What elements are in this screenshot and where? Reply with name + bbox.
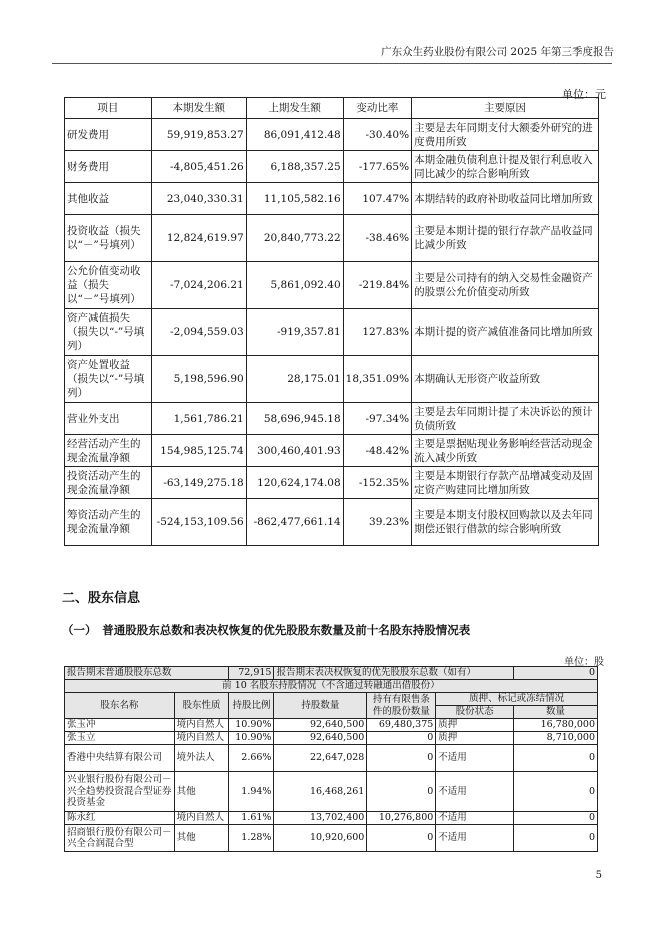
holder-ratio: 10.90% [229, 732, 274, 745]
preferred-holders-label: 报告期末表决权恢复的优先股股东总数（如有） [274, 667, 514, 680]
col-header-current: 本期发生额 [151, 98, 246, 119]
row-item: 筹资活动产生的现金流量净额 [65, 499, 152, 546]
row-item: 研发费用 [65, 119, 152, 151]
table-row [65, 403, 599, 435]
row-reason: 主要是票据贴现业务影响经营活动现金流入减少所致 [412, 435, 599, 467]
holder-ratio: 1.94% [229, 772, 274, 812]
holder-qty: 13,702,400 [274, 812, 367, 825]
table-row [65, 356, 599, 403]
holder-name: 张玉冲 [65, 719, 175, 732]
row-reason: 本期计提的资产减值准备同比增加所致 [412, 309, 599, 356]
holder-qty: 16,468,261 [274, 772, 367, 812]
unit-label: 单位：元 [562, 88, 606, 101]
header-divider [52, 63, 612, 64]
holder-amount: 0 [514, 745, 598, 772]
col-header-reason: 主要原因 [412, 98, 599, 119]
row-ratio: 107.47% [343, 183, 411, 215]
row-current: -524,153,109.56 [151, 499, 246, 546]
subsection-title: （一） 普通股股东总数和表决权恢复的优先股股东数量及前十名股东持股情况表 [62, 623, 471, 637]
holder-amount: 0 [514, 812, 598, 825]
row-current: 23,040,330.31 [151, 183, 246, 215]
total-holders-value: 72,915 [229, 667, 274, 680]
holder-ratio: 1.61% [229, 812, 274, 825]
holder-name: 张玉立 [65, 732, 175, 745]
row-previous: -919,357.81 [246, 309, 343, 356]
row-previous: 5,861,092.40 [246, 262, 343, 309]
col-header-ratio: 持股比例 [229, 693, 274, 719]
row-item: 投资收益（损失以“－”号填列） [65, 215, 152, 262]
holder-amount: 0 [514, 825, 598, 852]
top10-title-row [65, 680, 598, 693]
holder-restricted: 10,276,800 [367, 812, 436, 825]
row-current: 154,985,125.74 [151, 435, 246, 467]
col-header-nature: 股东性质 [174, 693, 229, 719]
row-current: -7,024,206.21 [151, 262, 246, 309]
table-row [65, 719, 598, 732]
holder-restricted: 0 [367, 732, 436, 745]
table-row [65, 215, 599, 262]
income-change-table [64, 97, 599, 546]
col-header-amount: 数量 [514, 706, 598, 719]
row-item: 投资活动产生的现金流量净额 [65, 467, 152, 499]
row-ratio: 127.83% [343, 309, 411, 356]
row-item: 营业外支出 [65, 403, 152, 435]
page-number: 5 [595, 870, 602, 881]
row-previous: 86,091,412.48 [246, 119, 343, 151]
report-header: 广东众生药业股份有限公司 2025 年第三季度报告 [381, 46, 614, 58]
row-reason: 主要是去年同期计提了未决诉讼的预计负债所致 [412, 403, 599, 435]
table-row [65, 151, 599, 183]
row-reason: 主要是本期支付股权回购款以及去年同期偿还银行借款的综合影响所致 [412, 499, 599, 546]
table-header-row [65, 98, 599, 119]
holder-status: 不适用 [436, 772, 514, 812]
total-holders-label: 报告期末普通股股东总数 [65, 667, 229, 680]
row-ratio: -152.35% [343, 467, 411, 499]
table-row [65, 772, 598, 812]
holder-restricted: 0 [367, 825, 436, 852]
holder-amount: 8,710,000 [514, 732, 598, 745]
row-previous: 11,105,582.16 [246, 183, 343, 215]
row-ratio: -97.34% [343, 403, 411, 435]
col-header-status: 股份状态 [436, 706, 514, 719]
col-header-restricted: 持有有限售条件的股份数量 [367, 693, 436, 719]
holder-status: 不适用 [436, 825, 514, 852]
col-header-pledge: 质押、标记或冻结情况 [436, 693, 598, 706]
holder-status: 质押 [436, 719, 514, 732]
summary-row [65, 667, 598, 680]
holder-name: 香港中央结算有限公司 [65, 745, 175, 772]
col-header-qty: 持股数量 [274, 693, 367, 719]
holder-status: 不适用 [436, 745, 514, 772]
holder-restricted: 69,480,375 [367, 719, 436, 732]
preferred-holders-value: 0 [514, 667, 598, 680]
row-item: 经营活动产生的现金流量净额 [65, 435, 152, 467]
row-reason: 本期结转的政府补助收益同比增加所致 [412, 183, 599, 215]
col-header-ratio: 变动比率 [343, 98, 411, 119]
holder-nature: 境内自然人 [174, 812, 229, 825]
row-ratio: 18,351.09% [343, 356, 411, 403]
table-row [65, 499, 599, 546]
row-current: 59,919,853.27 [151, 119, 246, 151]
row-reason: 本期确认无形资产收益所致 [412, 356, 599, 403]
holder-ratio: 10.90% [229, 719, 274, 732]
holder-status: 质押 [436, 732, 514, 745]
row-reason: 本期金融负债利息计提及银行利息收入同比减少的综合影响所致 [412, 151, 599, 183]
table-row [65, 812, 598, 825]
holder-nature: 其他 [174, 772, 229, 812]
row-previous: 28,175.01 [246, 356, 343, 403]
row-item: 资产减值损失（损失以“-”号填列） [65, 309, 152, 356]
row-current: -4,805,451.26 [151, 151, 246, 183]
table-row [65, 183, 599, 215]
header-row [65, 693, 598, 706]
holder-nature: 境外法人 [174, 745, 229, 772]
holder-name: 陈永红 [65, 812, 175, 825]
row-ratio: -30.40% [343, 119, 411, 151]
col-header-name: 股东名称 [65, 693, 175, 719]
row-reason: 主要是本期银行存款产品增减变动及固定资产购建同比增加所致 [412, 467, 599, 499]
table-row [65, 119, 599, 151]
table-row [65, 732, 598, 745]
holder-name: 兴业银行股份有限公司－兴全趋势投资混合型证券投资基金 [65, 772, 175, 812]
table-row [65, 745, 598, 772]
holder-qty: 92,640,500 [274, 719, 367, 732]
table-row [65, 435, 599, 467]
holder-ratio: 1.28% [229, 825, 274, 852]
row-current: 5,198,596.90 [151, 356, 246, 403]
row-ratio: 39.23% [343, 499, 411, 546]
section-title-shareholders: 二、股东信息 [62, 591, 141, 606]
col-header-previous: 上期发生额 [246, 98, 343, 119]
row-item: 其他收益 [65, 183, 152, 215]
row-previous: 6,188,357.25 [246, 151, 343, 183]
holder-amount: 0 [514, 772, 598, 812]
row-ratio: -177.65% [343, 151, 411, 183]
row-reason: 主要是本期计提的银行存款产品收益同比减少所致 [412, 215, 599, 262]
holder-restricted: 0 [367, 772, 436, 812]
top10-title: 前 10 名股东持股情况（不含通过转融通出借股份） [65, 680, 598, 693]
table-row [65, 309, 599, 356]
holder-restricted: 0 [367, 745, 436, 772]
row-ratio: -219.84% [343, 262, 411, 309]
row-previous: -862,477,661.14 [246, 499, 343, 546]
row-previous: 58,696,945.18 [246, 403, 343, 435]
holder-qty: 22,647,028 [274, 745, 367, 772]
holder-name: 招商银行股份有限公司－兴全合润混合型 [65, 825, 175, 852]
holder-qty: 92,640,500 [274, 732, 367, 745]
holder-nature: 境内自然人 [174, 719, 229, 732]
col-header-item: 项目 [65, 98, 152, 119]
shareholder-table [64, 666, 598, 852]
holder-ratio: 2.66% [229, 745, 274, 772]
holder-qty: 10,920,600 [274, 825, 367, 852]
row-ratio: -48.42% [343, 435, 411, 467]
row-item: 资产处置收益（损失以“-”号填列） [65, 356, 152, 403]
row-current: -2,094,559.03 [151, 309, 246, 356]
holder-status: 不适用 [436, 812, 514, 825]
table-row [65, 262, 599, 309]
row-previous: 20,840,773.22 [246, 215, 343, 262]
row-previous: 300,460,401.93 [246, 435, 343, 467]
row-previous: 120,624,174.08 [246, 467, 343, 499]
unit-label-shares: 单位：股 [564, 657, 604, 668]
row-current: -63,149,275.18 [151, 467, 246, 499]
row-reason: 主要是去年同期支付大额委外研究的进度费用所致 [412, 119, 599, 151]
row-item: 财务费用 [65, 151, 152, 183]
row-reason: 主要是公司持有的纳入交易性金融资产的股票公允价值变动所致 [412, 262, 599, 309]
row-current: 1,561,786.21 [151, 403, 246, 435]
holder-nature: 境内自然人 [174, 732, 229, 745]
holder-nature: 其他 [174, 825, 229, 852]
table-row [65, 467, 599, 499]
row-current: 12,824,619.97 [151, 215, 246, 262]
table-row [65, 825, 598, 852]
holder-amount: 16,780,000 [514, 719, 598, 732]
row-item: 公允价值变动收益（损失以“－”号填列） [65, 262, 152, 309]
row-ratio: -38.46% [343, 215, 411, 262]
